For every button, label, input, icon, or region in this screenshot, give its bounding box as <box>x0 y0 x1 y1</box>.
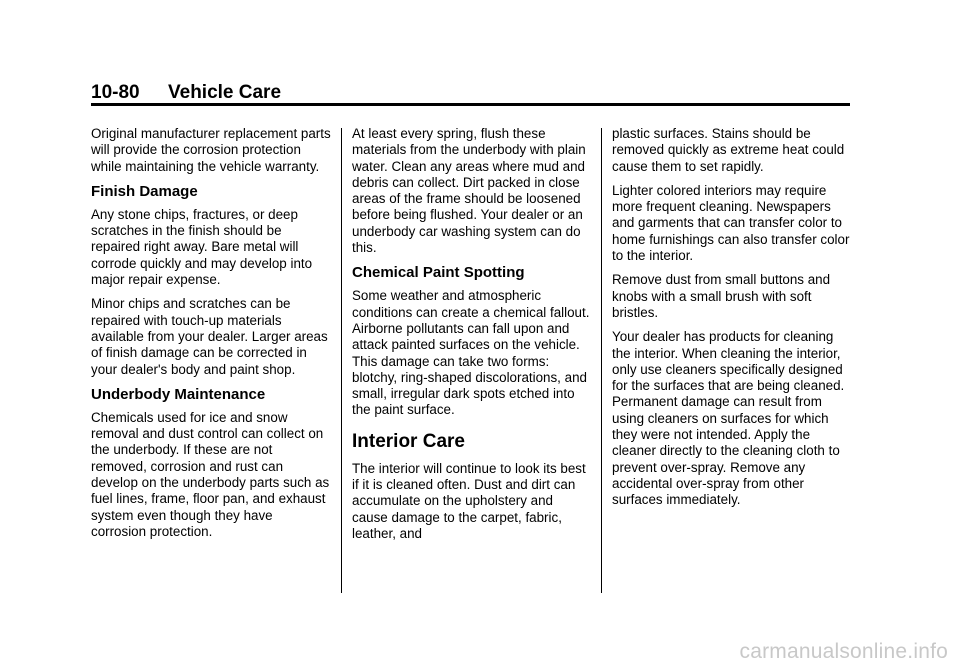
section-title: Vehicle Care <box>168 82 282 103</box>
paragraph: At least every spring, flush these materials from the underbody with plain water. Clean any areas where mud and debris can collect. Dirt packed in close areas of the frame should be loosened before being flushed. Your dealer or an underbody car washing system can do this. <box>352 126 586 256</box>
paragraph: Lighter colored interiors may require more frequent cleaning. Newspapers and garments that can transfer color to home furnishings can also transfer color to the interior. <box>612 182 850 264</box>
paragraph: Original manufacturer replacement parts will provide the corrosion protection while maintaining the vehicle warranty. <box>91 126 331 174</box>
page-number: 10-80 <box>91 82 140 103</box>
paragraph: The interior will continue to look its best if it is cleaned often. Dust and dirt can accumulate on the upholstery and cause damage to the carpet, fabric, leather, and <box>352 460 586 541</box>
header-rule <box>91 103 850 106</box>
paragraph: Any stone chips, fractures, or deep scratches in the finish should be repaired right away. Bare metal will corrode quickly and may develop into major repair expense. <box>91 206 313 288</box>
paragraph: Remove dust from small buttons and knobs with a small brush with soft bristles. <box>612 272 831 320</box>
section-heading-chemical-paint-spotting: Chemical Paint Spotting <box>352 264 525 282</box>
text-column-3 <box>612 126 852 517</box>
page-header <box>91 81 281 105</box>
watermark: carmanualsonline.info <box>739 640 948 663</box>
section-heading-underbody-maintenance: Underbody Maintenance <box>91 385 266 403</box>
paragraph: plastic surfaces. Stains should be removed quickly as extreme heat could cause them to set rapidly. <box>612 126 845 174</box>
paragraph: Chemicals used for ice and snow removal and dust control can collect on the underbody. If these are not removed, corrosion and rust can develop on the underbody parts such as fuel lines, frame, floor pan, and exhaust system even though they have corrosion protection. <box>91 409 330 539</box>
section-heading-finish-damage: Finish Damage <box>91 182 198 200</box>
text-column-2 <box>352 126 592 550</box>
column-divider <box>601 128 602 593</box>
paragraph: Minor chips and scratches can be repaired with touch-up materials available from your dealer. Larger areas of finish damage can be corrected in your dealer's body and paint shop. <box>91 296 328 377</box>
paragraph: Some weather and atmospheric conditions can create a chemical fallout. Airborne pollutants can fall upon and attack painted surfaces on the vehicle. This damage can take two forms: blotchy, ring-shaped discolorations, and small, irregular dark spots etched into the paint surface. <box>352 288 590 418</box>
paragraph: Your dealer has products for cleaning the interior. When cleaning the interior, only use cleaners specifically designed for the surfaces that are being cleaned. Permanent damage can result from using cleaners on surfaces for which they were not intended. Apply the cleaner directly to the cleaning cloth to prevent over-spray. Remove any accidental over-spray from other surfaces immediately. <box>612 329 845 508</box>
text-column-1 <box>91 126 331 548</box>
section-heading-interior-care: Interior Care <box>352 430 465 452</box>
column-divider <box>341 128 342 593</box>
